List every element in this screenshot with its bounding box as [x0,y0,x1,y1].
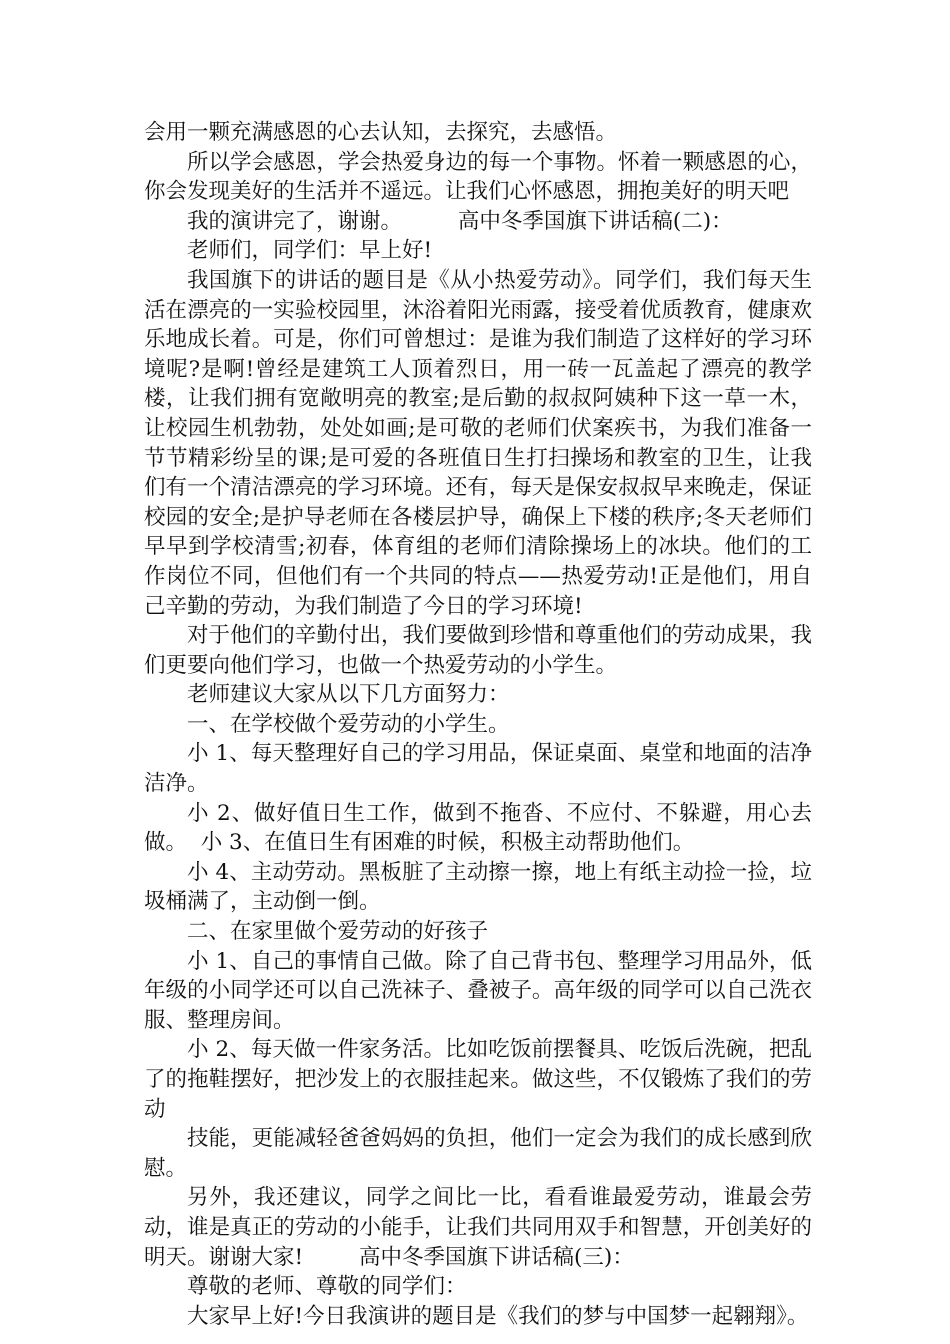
section-heading: 高中冬季国旗下讲话稿(三)： [359,1244,634,1270]
list-heading: 一、在学校做个爱劳动的小学生。 [187,711,510,737]
list-item-text: 小 2、做好值日生工作，做到不拖沓、不应付、不躲避，用心去做。 [144,800,812,856]
list-item [144,799,812,858]
paragraph: 大家早上好!今日我演讲的题目是《我们的梦与中国梦一起翱翔》。 [187,1303,809,1329]
paragraph: 技能，更能减轻爸爸妈妈的负担，他们一定会为我们的成长感到欣慰。 [144,1126,812,1181]
closing-remark: 我的演讲完了，谢谢。 [187,208,403,234]
paragraph: 会用一颗充满感恩的心去认知，去探究，去感悟。 [144,120,618,145]
paragraph: 对于他们的辛勤付出，我们要做到珍惜和尊重他们的劳动成果，我们更要向他们学习，也做一个热爱劳动的小学生。 [144,623,812,678]
list-item: 小 1、自己的事情自己做。除了自己背书包、整理学习用品外，低年级的小同学还可以自己洗袜子、叠被子。高年级的同学可以自己洗衣服、整理房间。 [144,948,812,1033]
list-heading: 二、在家里做个爱劳动的好孩子 [187,919,489,945]
paragraph: 我国旗下的讲话的题目是《从小热爱劳动》。同学们，我们每天生活在漂亮的一实验校园里，沐浴着阳光雨露，接受着优质教育，健康欢乐地成长着。可是，你们可曾想过：是谁为我们制造了这样好的学习环境呢?是啊!曾经是建筑工人顶着烈日，用一砖一瓦盖起了漂亮的教学楼，让我们拥有宽敞明亮的教室;是后勤的叔叔阿姨种下这一草一木，让校园生机勃勃，处处如画;是可敬的老师们伏案疾书，为我们准备一节节精彩纷呈的课;是可爱的各班值日生打扫操场和教室的卫生，让我们有一个清洁漂亮的学习环境。还有，每天是保安叔叔早来晚走，保证校园的安全;是护导老师在各楼层护导，确保上下楼的秩序;冬天老师们早早到学校清雪;初春，体育组的老师们清除操场上的冰块。他们的工作岗位不同，但他们有一个共同的特点——热爱劳动!正是他们，用自己辛勤的劳动，为我们制造了今日的学习环境! [144,267,812,619]
paragraph [144,1183,812,1272]
paragraph: 老师建议大家从以下几方面努力： [187,682,510,708]
paragraph-text: 另外，我还建议，同学之间比一比，看看谁最爱劳动，谁最会劳动，谁是真正的劳动的小能手，让我们共同用双手和智慧，开创美好的明天。谢谢大家! [144,1185,812,1270]
paragraph: 所以学会感恩，学会热爱身边的每一个事物。怀着一颗感恩的心，你会发现美好的生活并不遥远。让我们心怀感恩，拥抱美好的明天吧 [144,149,812,205]
document-page [144,118,812,1331]
list-item-text: 小 3、在值日生有困难的时候，积极主动帮助他们。 [200,830,695,856]
list-item: 小 4、主动劳动。黑板脏了主动擦一擦，地上有纸主动捡一捡，垃圾桶满了，主动倒一倒。 [144,859,812,915]
list-item: 小 1、每天整理好自己的学习用品，保证桌面、桌堂和地面的洁净洁净。 [144,741,812,797]
section-heading: 高中冬季国旗下讲话稿(二)： [457,208,733,234]
salutation: 尊敬的老师、尊敬的同学们： [187,1274,467,1300]
paragraph [144,207,812,237]
list-item: 小 2、每天做一件家务活。比如吃饭前摆餐具、吃饭后洗碗，把乱了的拖鞋摆好，把沙发上的衣服挂起来。做这些，不仅锻炼了我们的劳动 [144,1037,812,1122]
salutation: 老师们，同学们：早上好! [187,238,433,264]
